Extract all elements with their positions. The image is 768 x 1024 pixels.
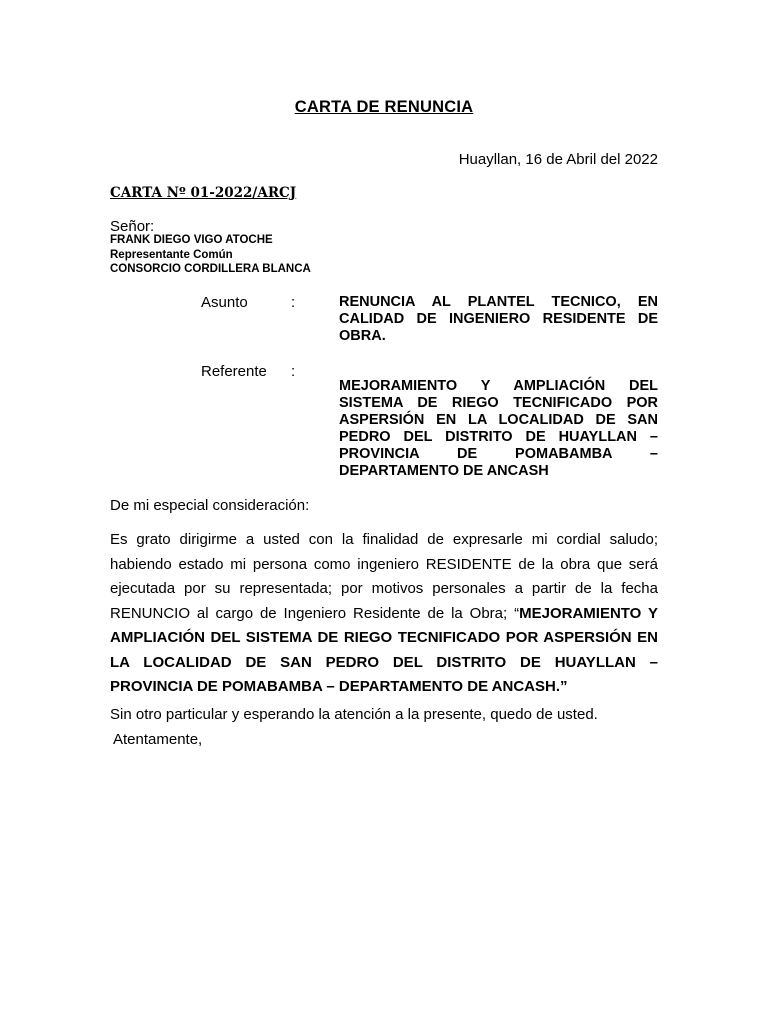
document-title: CARTA DE RENUNCIA bbox=[294, 98, 474, 116]
referente-colon: : bbox=[291, 363, 296, 380]
referente-line: ASPERSIÓN EN LA LOCALIDAD DE SAN bbox=[339, 412, 658, 428]
recipient-role: Representante Común bbox=[110, 249, 233, 261]
referente-line: DEPARTAMENTO DE ANCASH bbox=[339, 463, 549, 479]
letter-number: CARTA Nº 01-2022/ARCJ bbox=[110, 185, 297, 201]
sign-off: Atentamente, bbox=[113, 731, 203, 748]
referente-line: PROVINCIA DE POMABAMBA – bbox=[339, 446, 658, 462]
body-line: habiendo estado mi persona como ingeniero RESIDENTE de la obra que será bbox=[110, 555, 658, 573]
asunto-label: Asunto bbox=[201, 294, 248, 311]
body-line: Es grato dirigirme a usted con la finalidad de expresarle mi cordial saludo; bbox=[110, 531, 658, 548]
body-line: ejecutada por su representada; por motivos personales a partir de la fecha bbox=[110, 580, 658, 597]
referente-text bbox=[339, 378, 658, 480]
referente-line: SISTEMA DE RIEGO TECNIFICADO POR bbox=[339, 395, 658, 411]
body-line-bold: MEJORAMIENTO Y bbox=[519, 604, 658, 622]
greeting: De mi especial consideración: bbox=[110, 497, 310, 514]
place-date: Huayllan, 16 de Abril del 2022 bbox=[458, 151, 658, 168]
asunto-colon: : bbox=[291, 294, 296, 311]
body-line bbox=[110, 602, 658, 627]
body-paragraph bbox=[110, 528, 658, 700]
referente-label: Referente bbox=[201, 363, 267, 380]
salutation-to: Señor: bbox=[110, 218, 155, 235]
asunto-line: CALIDAD DE INGENIERO RESIDENTE DE bbox=[339, 311, 658, 327]
recipient-company: CONSORCIO CORDILLERA BLANCA bbox=[110, 263, 311, 275]
asunto-text bbox=[339, 294, 658, 345]
referente-line: MEJORAMIENTO Y AMPLIACIÓN DEL bbox=[339, 378, 658, 394]
body-line-plain: RENUNCIO al cargo de Ingeniero Residente de la Obra; “ bbox=[110, 604, 520, 622]
body-line: AMPLIACIÓN DEL SISTEMA DE RIEGO TECNIFICADO POR ASPERSIÓN EN bbox=[110, 629, 658, 646]
recipient-name: FRANK DIEGO VIGO ATOCHE bbox=[110, 234, 273, 246]
body-line: PROVINCIA DE POMABAMBA – DEPARTAMENTO DE ANCASH.” bbox=[110, 678, 568, 695]
asunto-line: OBRA. bbox=[339, 328, 386, 344]
body-line: LA LOCALIDAD DE SAN PEDRO DEL DISTRITO DE HUAYLLAN – bbox=[110, 653, 658, 671]
closing-line: Sin otro particular y esperando la atención a la presente, quedo de usted. bbox=[110, 706, 598, 723]
asunto-line: RENUNCIA AL PLANTEL TECNICO, EN bbox=[339, 294, 658, 310]
referente-line: PEDRO DEL DISTRITO DE HUAYLLAN – bbox=[339, 429, 658, 445]
